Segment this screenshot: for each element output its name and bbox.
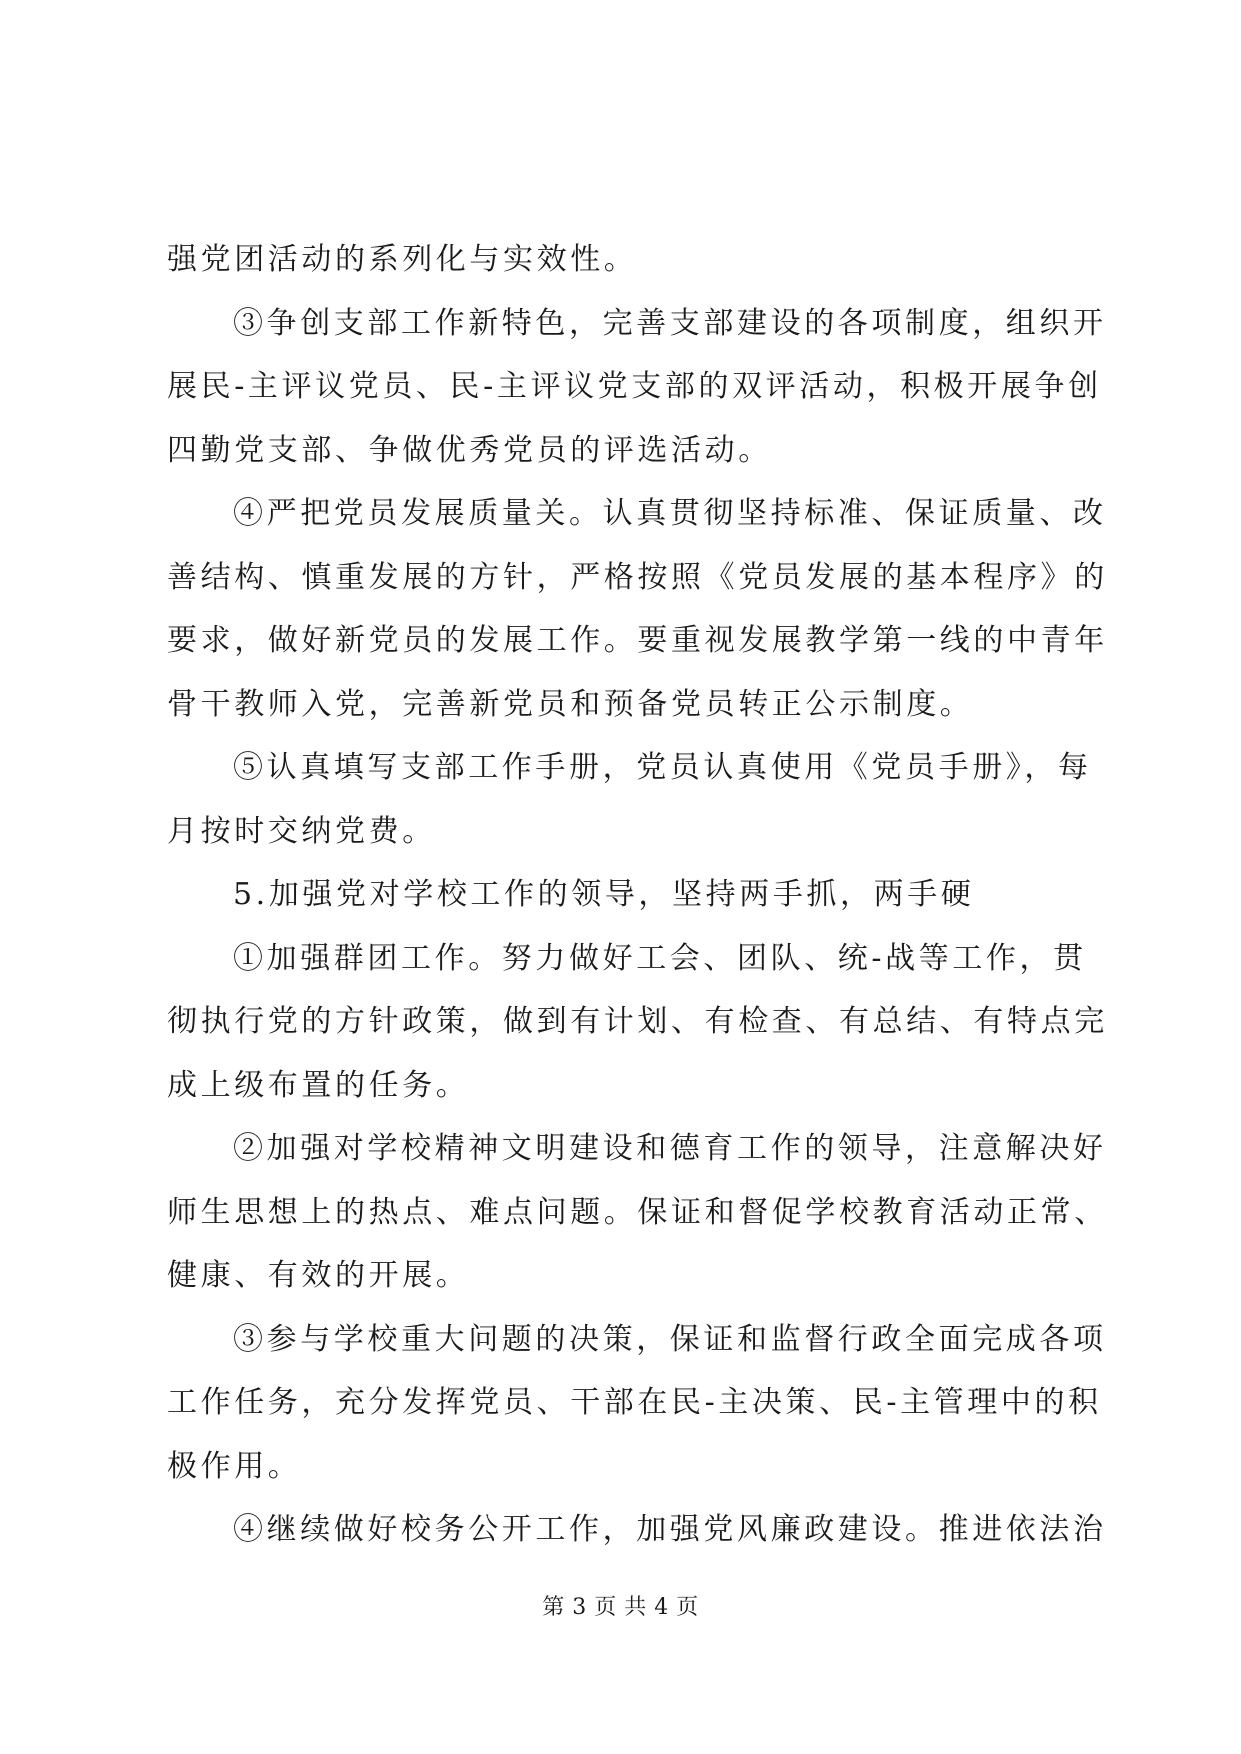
paragraph-line: 展民-主评议党员、民-主评议党支部的双评活动，积极开展争创: [167, 369, 1102, 404]
paragraph-line: 善结构、慎重发展的方针，严格按照《党员发展的基本程序》的: [167, 559, 1108, 595]
paragraph-line: 彻执行党的方针政策，做到有计划、有检查、有总结、有特点完: [167, 1004, 1108, 1039]
paragraph-line: ③争创支部工作新特色，完善支部建设的各项制度，组织开: [233, 305, 1107, 341]
paragraph-line: 极作用。: [167, 1448, 302, 1484]
paragraph-line: 骨干教师入党，完善新党员和预备党员转正公示制度。: [167, 686, 974, 722]
paragraph-line: ④继续做好校务公开工作，加强党风廉政建设。推进依法治: [233, 1512, 1107, 1547]
paragraph-line: ③参与学校重大问题的决策，保证和监督行政全面完成各项: [233, 1321, 1107, 1357]
paragraph-line: 工作任务，充分发挥党员、干部在民-主决策、民-主管理中的积: [167, 1385, 1102, 1420]
paragraph-line: 健康、有效的开展。: [167, 1258, 470, 1293]
paragraph-line: ④严把党员发展质量关。认真贯彻坚持标准、保证质量、改: [233, 496, 1107, 531]
paragraph-line: 月按时交纳党费。: [167, 813, 436, 849]
paragraph-line: 师生思想上的热点、难点问题。保证和督促学校教育活动正常、: [167, 1194, 1108, 1230]
paragraph-line: ①加强群团工作。努力做好工会、团队、统-战等工作，贯: [233, 940, 1087, 976]
paragraph-line: ⑤认真填写支部工作手册，党员认真使用《党员手册》，每: [233, 750, 1092, 785]
paragraph-line: 四勤党支部、争做优秀党员的评选活动。: [167, 432, 772, 468]
paragraph-line: 要求，做好新党员的发展工作。要重视发展教学第一线的中青年: [167, 623, 1108, 658]
page-number-footer: 第 3 页 共 4 页: [542, 1595, 699, 1620]
paragraph-line: ②加强对学校精神文明建设和德育工作的领导，注意解决好: [233, 1131, 1107, 1166]
document-body: [167, 228, 1108, 1562]
paragraph-line: 强党团活动的系列化与实效性。: [167, 242, 638, 277]
paragraph-line: 成上级布置的任务。: [167, 1067, 470, 1103]
section-heading: 5.加强党对学校工作的领导，坚持两手抓，两手硬: [233, 877, 975, 912]
